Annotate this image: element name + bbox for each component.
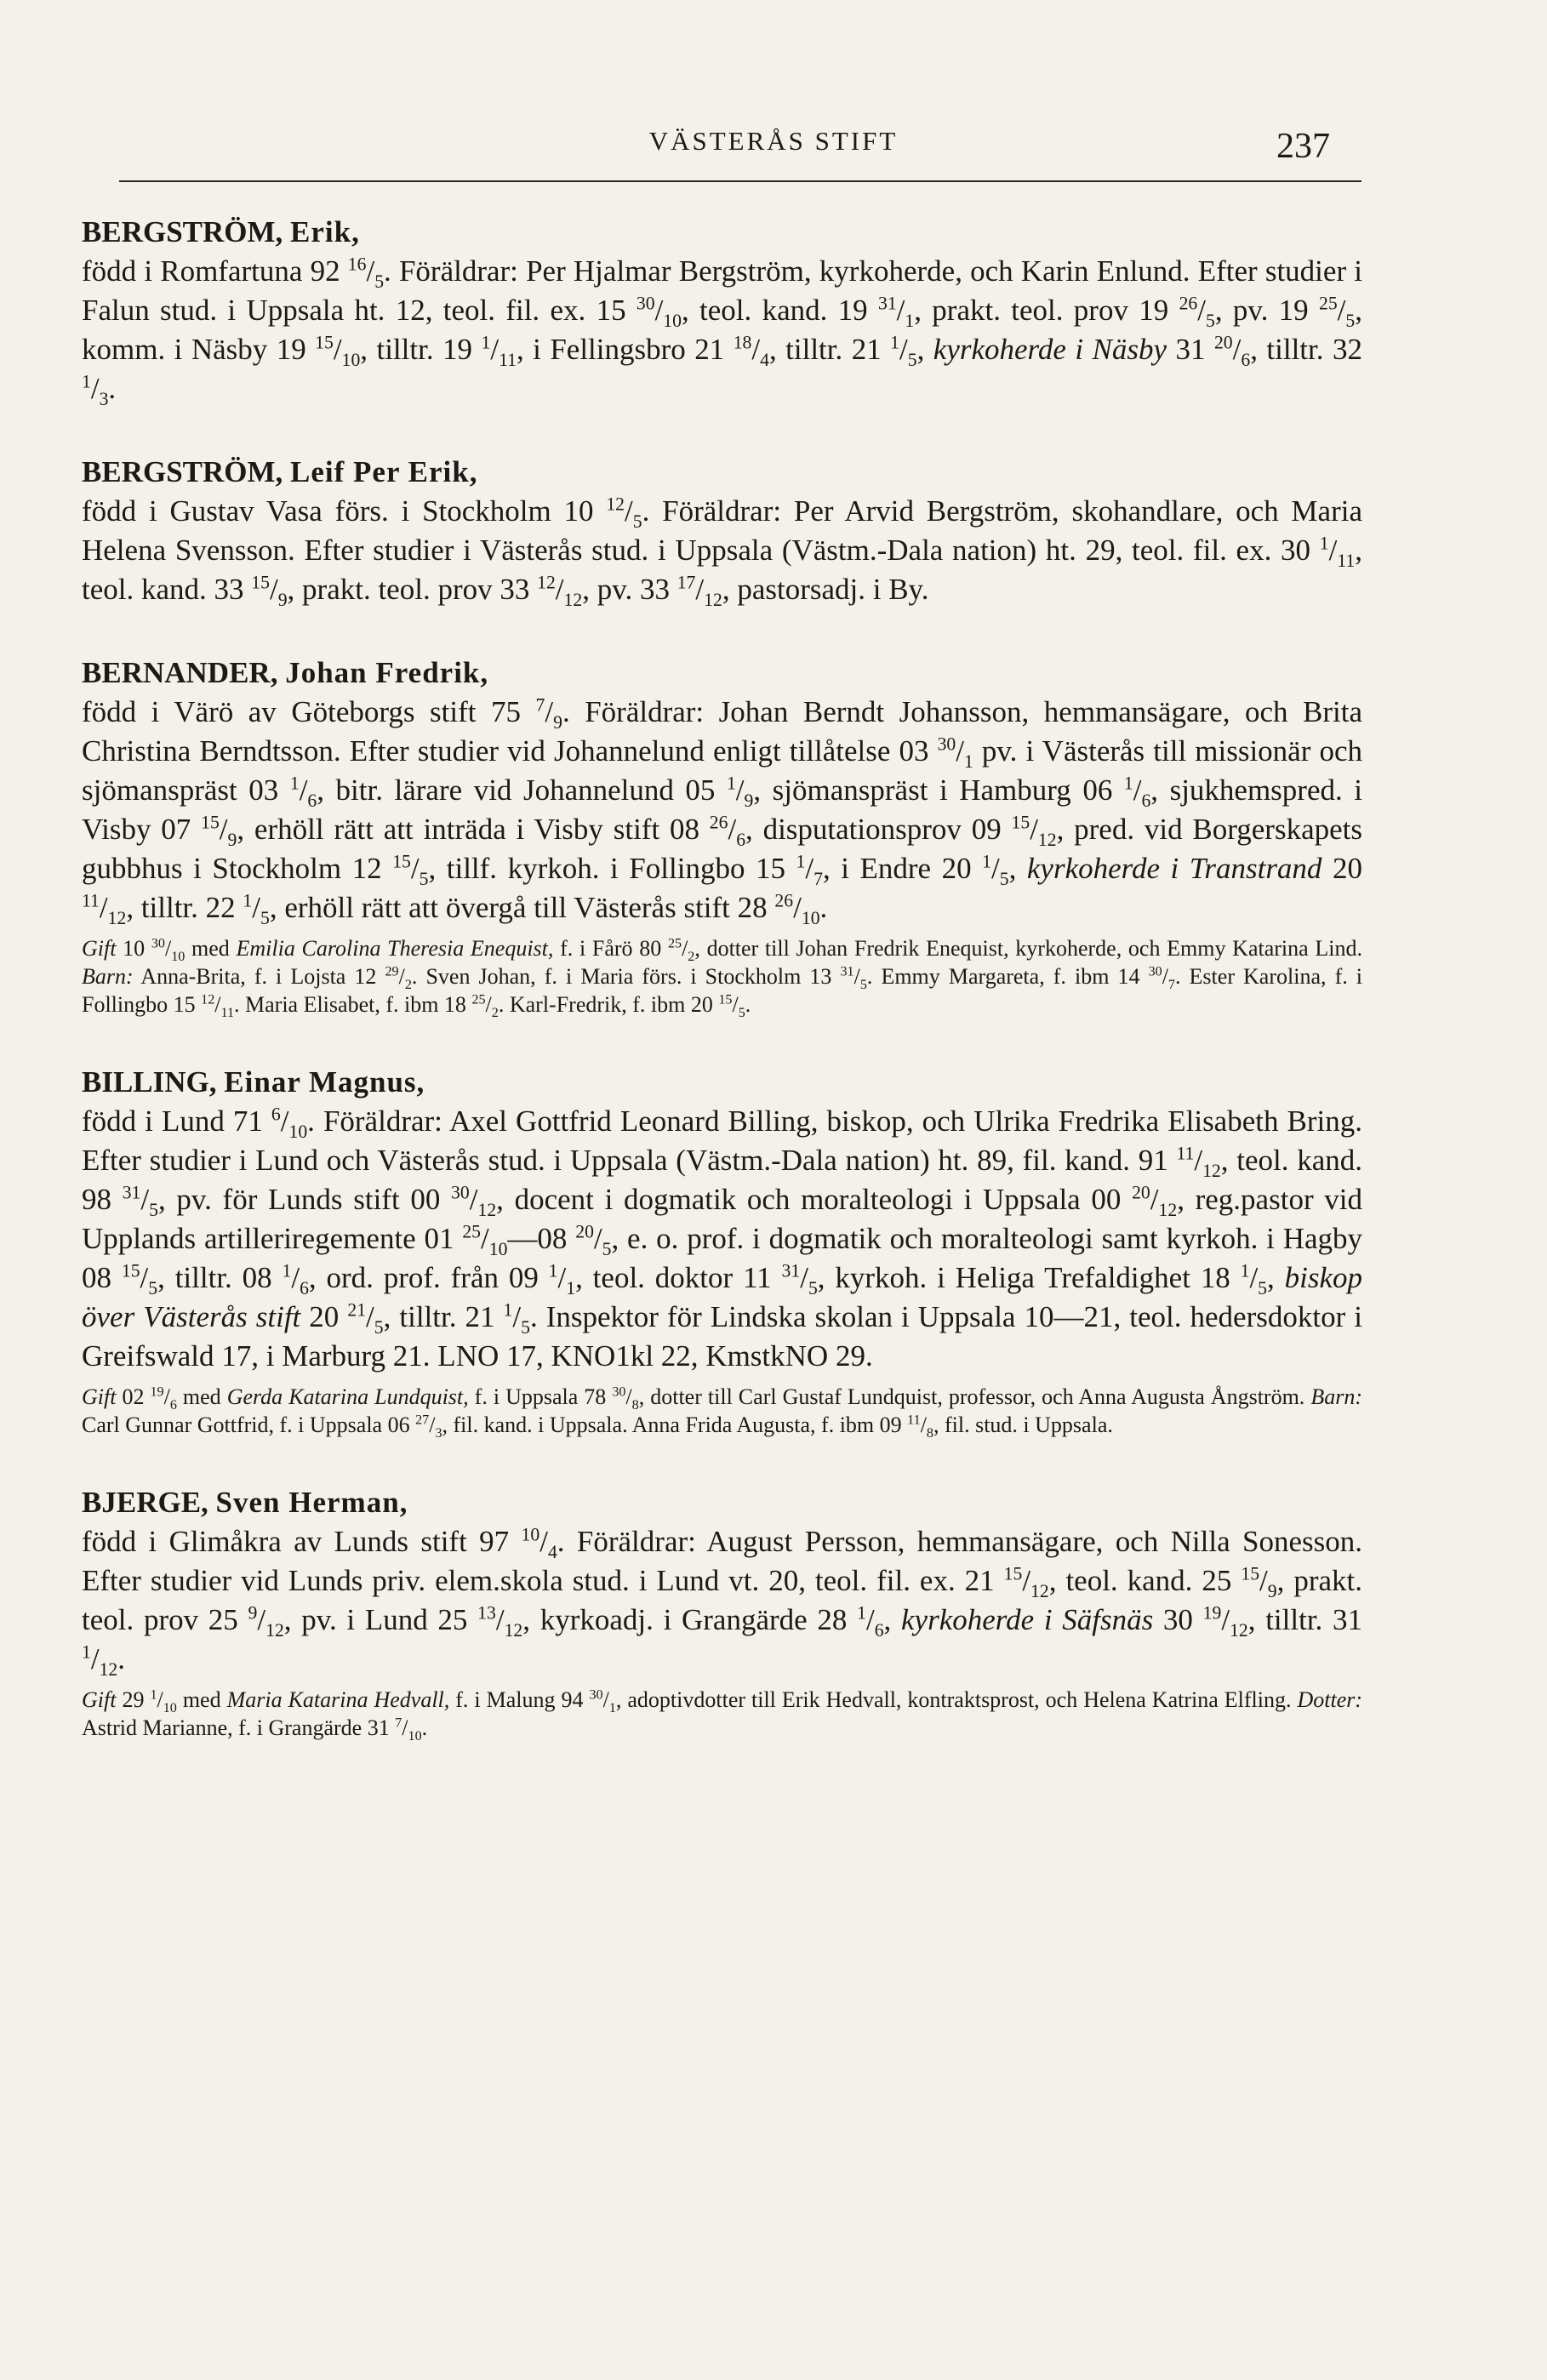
entry (82, 213, 1362, 408)
entry-body: född i Värö av Göteborgs stift 75 $^7/_9$. Föräldrar: Johan Berndt Johansson, hemmansägare, och Brita Christina Berndtsson. Efter studier vid Johannelund enligt tillåtelse 03 $^{30}/_1$ pv. i Västerås till missionär och sjömanspräst 03 $^1/_6$, bitr. lärare vid Johannelund 05 $^1/_9$, sjömanspräst i Hamburg 06 $^1/_6$, sjukhemspred. i Visby 07 $^{15}/_9$, erhöll rätt att inträda i Visby stift 08 $^{26}/_6$, disputationsprov 09 $^{15}/_{12}$, pred. vid Borgerskapets gubbhus i Stockholm 12 $^{15}/_5$, tillf. kyrkoh. i Follingbo 15 $^1/_7$, i Endre 20 $^1/_5$, kyrkoherde i Transtrand 20 $^{11}/_{12}$, tilltr. 22 $^1/_5$, erhöll rätt att övergå till Västerås stift 28 $^{26}/_{10}$. (82, 694, 1363, 928)
entry-surname: BERGSTRÖM, (82, 215, 283, 248)
entry-surname: BJERGE, (82, 1486, 208, 1519)
entry-family-note: Gift 10 $^{30}/_{10}$ med Emilia Carolina Theresia Enequist, f. i Fårö 80 $^{25}/_2$, dotter till Johan Fredrik Enequist, kyrkoherde, och Emmy Katarina Lind. Barn: Anna-Brita, f. i Lojsta 12 $^{29}/_2$. Sven Johan, f. i Maria förs. i Stockholm 13 $^{31}/_5$. Emmy Margareta, f. ibm 14 $^{30}/_7$. Ester Karolina, f. i Follingbo 15 $^{12}/_{11}$. Maria Elisabet, f. ibm 18 $^{25}/_2$. Karl-Fredrik, f. ibm 20 $^{15}/_5$. (82, 936, 1363, 1021)
entry-name (82, 1063, 1362, 1102)
entry-name (82, 654, 1362, 693)
entry (82, 1483, 1362, 1742)
entry (82, 1063, 1362, 1439)
entry-surname: BERGSTRÖM, (82, 455, 283, 488)
entry-given-names: Leif Per Erik, (290, 455, 478, 488)
entry-family-note: Gift 02 $^{19}/_6$ med Gerda Katarina Lundquist, f. i Uppsala 78 $^{30}/_8$, dotter till Carl Gustaf Lundquist, professor, och Anna Augusta Ångström. Barn: Carl Gunnar Gottfrid, f. i Uppsala 06 $^{27}/_3$, fil. kand. i Uppsala. Anna Frida Augusta, f. ibm 09 $^{11}/_8$, fil. stud. i Uppsala. (82, 1384, 1362, 1441)
entry-surname: BILLING, (82, 1065, 217, 1099)
entry-name (82, 213, 1362, 252)
entry-body: född i Glimåkra av Lunds stift 97 $^{10}/_4$. Föräldrar: August Persson, hemmansägare, och Nilla Sonesson. Efter studier vid Lunds priv. elem.skola stud. i Lund vt. 20, teol. fil. ex. 21 $^{15}/_{12}$, teol. kand. 25 $^{15}/_9$, prakt. teol. prov 25 $^9/_{12}$, pv. i Lund 25 $^{13}/_{12}$, kyrkoadj. i Grangärde 28 $^1/_6$, kyrkoherde i Säfsnäs 30 $^{19}/_{12}$, tilltr. 31 $^1/_{12}$. (82, 1524, 1363, 1680)
entry-body: född i Romfartuna 92 $^{16}/_5$. Föräldrar: Per Hjalmar Bergström, kyrkoherde, och Karin Enlund. Efter studier i Falun stud. i Uppsala ht. 12, teol. fil. ex. 15 $^{30}/_{10}$, teol. kand. 19 $^{31}/_1$, prakt. teol. prov 19 $^{26}/_5$, pv. 19 $^{25}/_5$, komm. i Näsby 19 $^{15}/_{10}$, tilltr. 19 $^1/_{11}$, i Fellingsbro 21 $^{18}/_4$, tilltr. 21 $^1/_5$, kyrkoherde i Näsby 31 $^{20}/_6$, tilltr. 32 $^1/_3$. (82, 254, 1362, 409)
entry-given-names: Einar Magnus, (224, 1065, 425, 1099)
header-rule (119, 180, 1361, 182)
page-number: 237 (1276, 127, 1330, 166)
entry-given-names: Erik, (290, 215, 360, 248)
entry-name (82, 1483, 1362, 1522)
entries-list (82, 213, 1362, 1786)
entry (82, 453, 1362, 609)
entry-name (82, 453, 1362, 492)
running-header: VÄSTERÅS STIFT (648, 126, 899, 156)
entry-body: född i Gustav Vasa förs. i Stockholm 10 $^{12}/_5$. Föräldrar: Per Arvid Bergström, skohandlare, och Maria Helena Svensson. Efter studier i Västerås stud. i Uppsala (Västm.-Dala nation) ht. 29, teol. fil. ex. 30 $^1/_{11}$, teol. kand. 33 $^{15}/_9$, prakt. teol. prov 33 $^{12}/_{12}$, pv. 33 $^{17}/_{12}$, pastorsadj. i By. (82, 494, 1362, 610)
entry-surname: BERNANDER, (82, 656, 278, 689)
entry-family-note: Gift 29 $^1/_{10}$ med Maria Katarina Hedvall, f. i Malung 94 $^{30}/_1$, adoptivdotter till Erik Hedvall, kontraktsprost, och Helena Katrina Elfling. Dotter: Astrid Marianne, f. i Grangärde 31 $^7/_{10}$. (82, 1687, 1363, 1744)
entry (82, 654, 1362, 1019)
entry-given-names: Johan Fredrik, (285, 656, 489, 689)
entry-body: född i Lund 71 $^6/_{10}$. Föräldrar: Axel Gottfrid Leonard Billing, biskop, och Ulrika Fredrika Elisabeth Bring. Efter studier i Lund och Västerås stud. i Uppsala (Västm.-Dala nation) ht. 89, fil. kand. 91 $^{11}/_{12}$, teol. kand. 98 $^{31}/_5$, pv. för Lunds stift 00 $^{30}/_{12}$, docent i dogmatik och moralteologi i Uppsala 00 $^{20}/_{12}$, reg.pastor vid Upplands artilleriregemente 01 $^{25}/_{10}—08$ $^{20}/_5$, e. o. prof. i dogmatik och moralteologi samt kyrkoh. i Hagby 08 $^{15}/_5$, tilltr. 08 $^1/_6$, ord. prof. från 09 $^1/_1$, teol. doktor 11 $^{31}/_5$, kyrkoh. i Heliga Trefaldighet 18 $^1/_5$, biskop över Västerås stift 20 $^{21}/_5$, tilltr. 21 $^1/_5$. Inspektor för Lindska skolan i Uppsala 10—21, teol. hedersdoktor i Greifswald 17, i Marburg 21. LNO 17, KNO1kl 22, KmstkNO 29. (82, 1104, 1363, 1373)
entry-given-names: Sven Herman, (215, 1486, 408, 1519)
